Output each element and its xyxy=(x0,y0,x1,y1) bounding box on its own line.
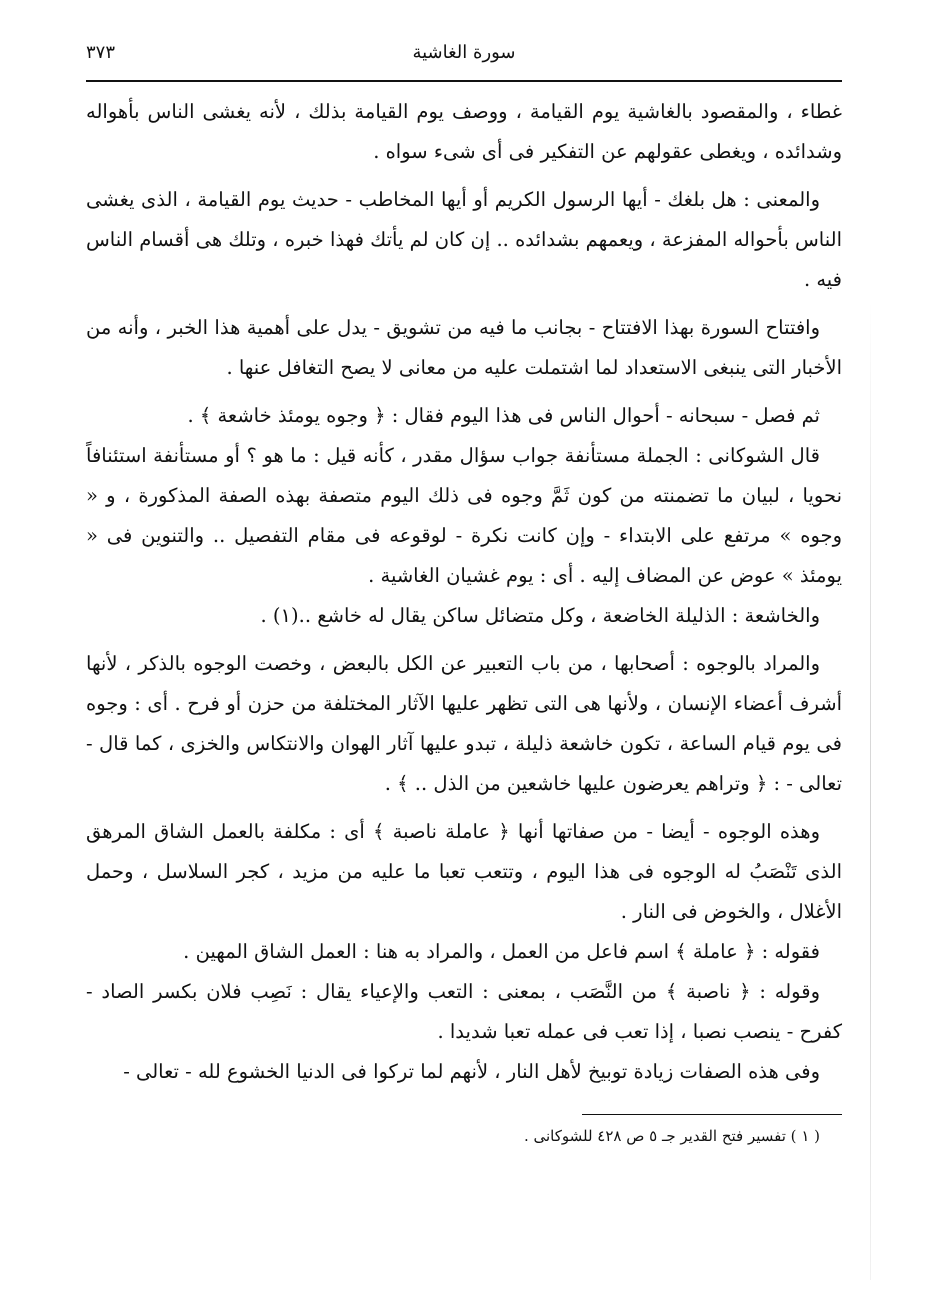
paragraph: غطاء ، والمقصود بالغاشية يوم القيامة ، ووصف يوم القيامة بذلك ، لأنه يغشى الناس بأهواله وشدائده ، ويغطى عقولهم عن التفكير فى أى شىء سواه . xyxy=(86,100,842,163)
paragraph: ثم فصل - سبحانه - أحوال الناس فى هذا اليوم فقال : ﴿ وجوه يومئذ خاشعة ﴾ . xyxy=(187,404,820,427)
footnote: ( ١ ) تفسير فتح القدير جـ ٥ ص ٤٢٨ للشوكانى . xyxy=(523,1127,820,1145)
page-number: ٣٧٣ xyxy=(86,42,116,63)
surah-title: سورة الغاشية xyxy=(412,42,516,63)
paragraph: والمراد بالوجوه : أصحابها ، من باب التعبير عن الكل بالبعض ، وخصت الوجوه بالذكر ، لأنها أشرف أعضاء الإنسان ، ولأنها هى التى تظهر عليها الآثار المختلفة من حزن أو فرح . أى : وجوه فى يوم قيام الساعة ، تكون خاشعة ذليلة ، تبدو عليها آثار الهوان والانتكاس والخزى ، كما قال - تعالى - : ﴿ وتراهم يعرضون عليها خاشعين من الذل .. ﴾ . xyxy=(86,652,842,795)
paragraph: قال الشوكانى : الجملة مستأنفة جواب سؤال مقدر ، كأنه قيل : ما هو ؟ أو مستأنفة استئنافاً نحويا ، لبيان ما تضمنته من كون ثَمَّ وجوه فى ذلك اليوم متصفة بهذه الصفة المذكورة ، و « وجوه » مرتفع على الابتداء - وإن كانت نكرة - لوقوعه فى مقام التفصيل .. والتنوين فى « يومئذ » عوض عن المضاف إليه . أى : يوم غشيان الغاشية . xyxy=(86,444,842,587)
paragraph: فقوله : ﴿ عاملة ﴾ اسم فاعل من العمل ، والمراد به هنا : العمل الشاق المهين . xyxy=(183,940,820,963)
paragraph: وفى هذه الصفات زيادة توبيخ لأهل النار ، لأنهم لما تركوا فى الدنيا الخشوع لله - تعالى - xyxy=(123,1060,820,1083)
paragraph: والمعنى : هل بلغك - أيها الرسول الكريم أو أيها المخاطب - حديث يوم القيامة ، الذى يغشى الناس بأحواله المفزعة ، ويعمهم بشدائده .. إن كان لم يأتك فهذا خبره ، وتلك هى أقسام الناس فيه . xyxy=(86,188,842,291)
paragraph: وهذه الوجوه - أيضا - من صفاتها أنها ﴿ عاملة ناصبة ﴾ أى : مكلفة بالعمل الشاق المرهق الذى تَنْصَبُ له الوجوه فى هذا اليوم ، وتتعب تعبا ما عليه من مزيد ، كجر السلاسل ، وحمل الأغلال ، والخوض فى النار . xyxy=(86,820,842,923)
paragraph: والخاشعة : الذليلة الخاضعة ، وكل متضائل ساكن يقال له خاشع ..(١) . xyxy=(260,604,820,627)
body-text xyxy=(86,92,842,1092)
page-header xyxy=(86,30,842,80)
footnote-rule xyxy=(582,1114,842,1115)
paragraph: وقوله : ﴿ ناصبة ﴾ من النَّصَب ، بمعنى : التعب والإعياء يقال : نَصِب فلان بكسر الصاد - كفرح - ينصب نصبا ، إذا تعب فى عمله تعبا شديدا . xyxy=(86,980,842,1043)
book-page xyxy=(86,30,842,1145)
page-edge-shadow xyxy=(870,300,871,1280)
header-rule xyxy=(86,80,842,82)
paragraph: وافتتاح السورة بهذا الافتتاح - بجانب ما فيه من تشويق - يدل على أهمية هذا الخبر ، وأنه من الأخبار التى ينبغى الاستعداد لما اشتملت عليه من معانى لا يصح التغافل عنها . xyxy=(86,316,842,379)
